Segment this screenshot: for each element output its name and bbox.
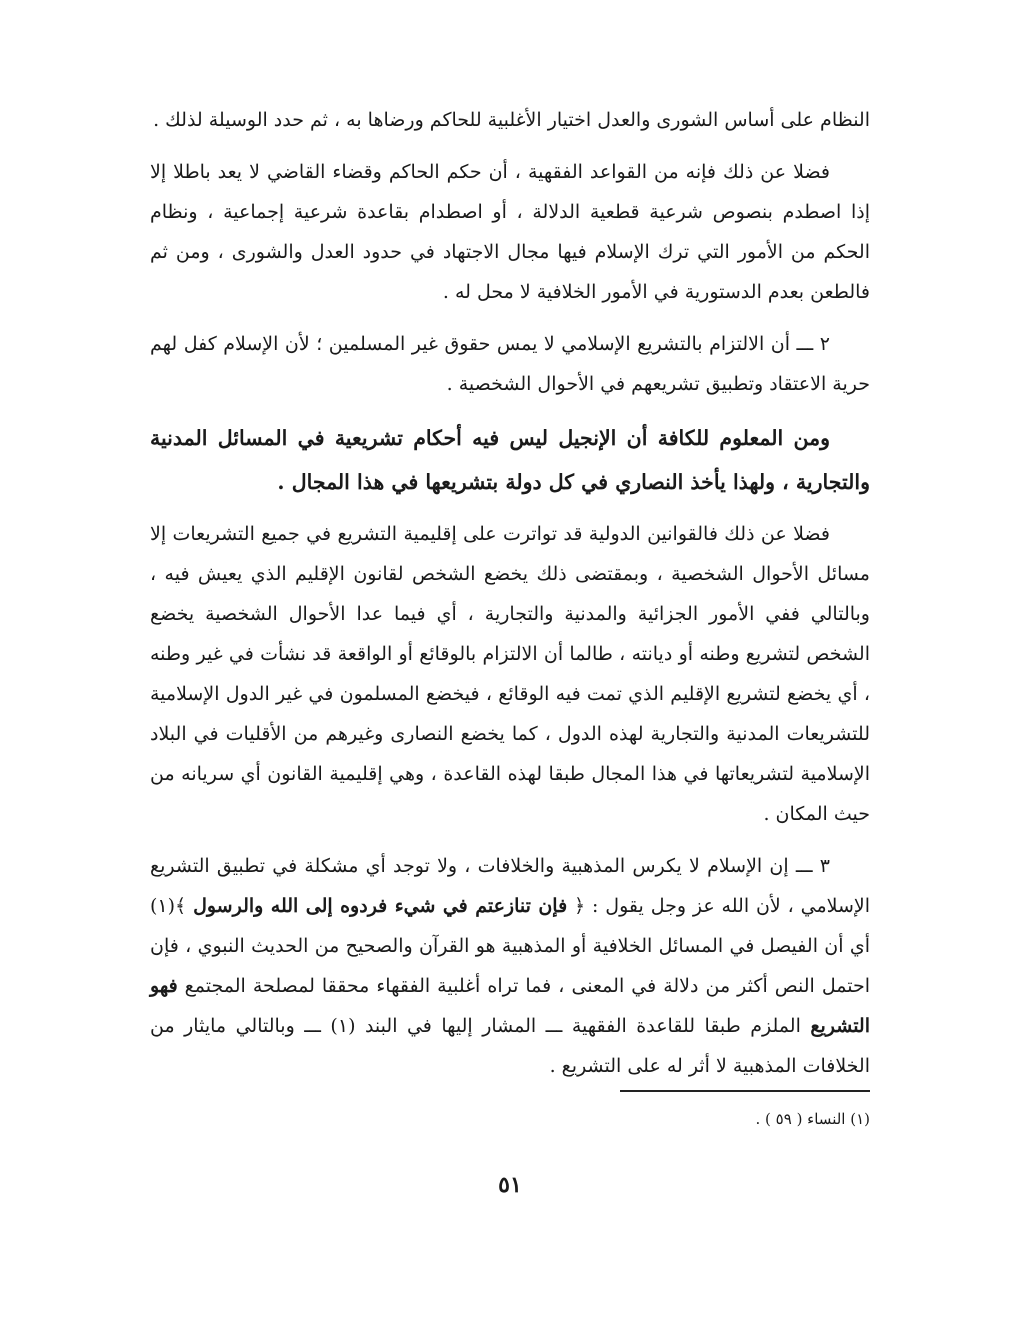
paragraph-1: النظام على أساس الشورى والعدل اختيار الأغلبية للحاكم ورضاها به ، ثم حدد الوسيلة لذلك . (153, 109, 870, 131)
quran-verse: فإن تنازعتم في شيء فردوه إلى الله والرسول (193, 895, 568, 917)
paragraph-territoriality: فضلا عن ذلك فالقوانين الدولية قد تواترت على إقليمية التشريع في جميع التشريعات إلا مسائل الأحوال الشخصية ، وبمقتضى ذلك يخضع الشخص لقانون الإقليم الذي يعيش فيه ، وبالتالي ففي الأمور الجزائية والمدنية والتجارية ، أي فيما عدا الأحوال الشخصية يخضع الشخص لتشريع وطنه أو ديانته ، طالما أن الالتزام بالوقائع أو الواقعة قد نشأت في غير وطنه ، أي يخضع لتشريع الإقليم الذي تمت فيه الوقائع ، فيخضع المسلمون في غير الدول الإسلامية للتشريعات المدنية والتجارية لهذه الدول ، كما يخضع النصارى وغيرهم من الأقليات في البلاد الإسلامية لتشريعاتها في هذا المجال طبقا لهذه القاعدة ، وهي إقليمية القانون أي سريانه من حيث المكان . (150, 523, 870, 825)
paragraph-2: فضلا عن ذلك فإنه من القواعد الفقهية ، أن حكم الحاكم وقضاء القاضي لا يعد باطلا إلا إذا اصطدم بنصوص شرعية قطعية الدلالة ، أو اصطدام بقاعدة شرعية إجماعية ، ونظام الحكم من الأمور التي ترك الإسلام فيها مجال الاجتهاد في حدود العدل والشورى ، ومن ثم فالطعن بعدم الدستورية في الأمور الخلافية لا محل له . (150, 161, 870, 303)
page-number: ٥١ (498, 1172, 522, 1198)
point-3-text-c: الملزم طبقا للقاعدة الفقهية ـــ المشار إليها في البند (١) ـــ وبالتالي مايثار من الخلافات المذهبية لا أثر له على التشريع . (150, 1015, 870, 1077)
paragraph-point-2: ٢ ـــ أن الالتزام بالتشريع الإسلامي لا يمس حقوق غير المسلمين ؛ لأن الإسلام كفل لهم حرية الاعتقاد وتطبيق تشريعهم في الأحوال الشخصية . (150, 333, 870, 395)
footnote-divider (620, 1090, 870, 1092)
page-body (150, 100, 870, 1098)
paragraph-bold-gospel: ومن المعلوم للكافة أن الإنجيل ليس فيه أحكام تشريعية في المسائل المدنية والتجارية ، ولهذا يأخذ النصاري في كل دولة بتشريعها في هذا المجال . (150, 426, 870, 494)
point-3-bold-phrase: فهو التشريع (150, 975, 870, 1037)
footnote: (١) النساء ( ٥٩ ) . (755, 1110, 870, 1128)
point-3-text-a: ٣ ـــ إن الإسلام لا يكرس المذهبية والخلافات ، ولا توجد أي مشكلة في تطبيق التشريع الإسلامي ، لأن الله عز وجل يقول : ﴿ (150, 855, 871, 917)
point-3-text-b: ﴾(١) أي أن الفيصل في المسائل الخلافية أو المذهبية هو القرآن والصحيح من الحديث النبوي ، فإن احتمل النص أكثر من دلالة في المعنى ، فما تراه أغلبية الفقهاء محققا لمصلحة المجتمع (150, 895, 870, 997)
paragraph-point-3 (150, 846, 870, 1086)
